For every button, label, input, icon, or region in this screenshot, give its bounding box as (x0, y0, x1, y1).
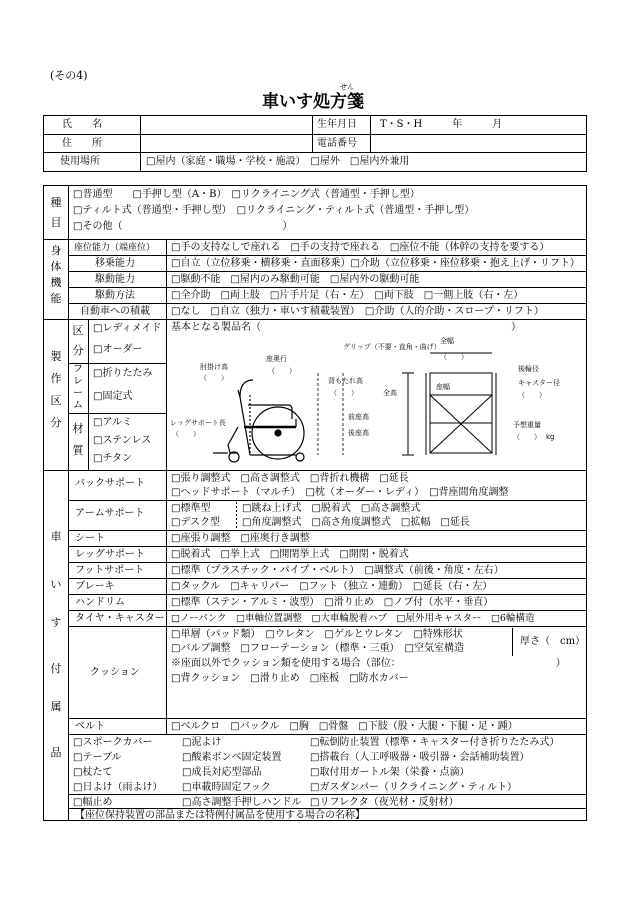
diagram-leg-paren: （ ） (172, 430, 200, 438)
misc-1-2[interactable]: □泥よけ (182, 737, 222, 748)
misc-3-1[interactable]: □杖たて (73, 767, 113, 778)
body-row-3-value[interactable]: □駆動不能 □屋内のみ駆動可能 □屋内外の駆動可能 (171, 274, 420, 285)
cushion-label: クッション (90, 667, 140, 678)
frame-option-fixed[interactable]: □固定式 (93, 391, 133, 402)
leg-support-value[interactable]: □脱着式 □挙上式 □開閉挙上式 □開閉・脱着式 (171, 549, 409, 560)
kubun-label-1: 区 (72, 324, 84, 337)
tire-value[interactable]: □ノーパンク □車軸位置調整 □大車輪脱着ハブ □屋外用キャスター □6輪構造 (171, 613, 535, 624)
diagram-leg: レッグサポート長 (170, 419, 226, 427)
arm-support-desk[interactable]: □デスク型 (171, 517, 221, 528)
diagram-back: 背もたれ高 (328, 377, 363, 385)
misc-4-1[interactable]: □日よけ（雨よけ） (73, 782, 163, 793)
frame-type-label-1: フ (73, 364, 83, 375)
frame-label-4: 分 (50, 416, 62, 429)
material-label-1: 材 (72, 422, 84, 435)
body-row-2-value[interactable]: □自立（立位移乗・横移乗・直面移乗）□介助（立位移乗・座位移乗・抱え上げ・リフト） (171, 258, 580, 269)
parts-label-6: 品 (50, 746, 62, 759)
tire-label: タイヤ・キャスター (75, 613, 165, 624)
misc-4-2[interactable]: □車載時固定フック (182, 782, 271, 793)
brake-value[interactable]: □タックル □キャリパー □フット（独立・連動） □延長（右・左） (171, 581, 493, 592)
diagram-back-paren: （ ） (330, 389, 358, 397)
seat-value[interactable]: □座張り調整 □座奥行き調整 (171, 533, 310, 544)
wheelchair-diagram (168, 335, 584, 468)
misc-2-3[interactable]: □搭載台（人工呼吸器・吸引器・会話補助装置） (310, 752, 530, 763)
frame-type-label-3: ー (73, 388, 83, 399)
misc-1-3[interactable]: □転倒防止装置（標準・キャスター付き折りたたみ式） (310, 737, 560, 748)
type-row-2[interactable]: □ティルト式（普通型・手押し型） □リクライニング・ティルト式（普通型・手押し型） (73, 205, 475, 216)
body-row-5-value[interactable]: □なし □自立（独力・車いす積載装置） □介助（人的介助・スロープ・リフト） (171, 306, 544, 317)
frame-label-3: 区 (50, 394, 62, 407)
frame-type-label-4: ム (73, 400, 83, 411)
belt-value[interactable]: □ベルクロ □バックル □胸 □骨盤 □下肢（股・大腿・下腿・足・踵） (171, 721, 518, 732)
diagram-front-seat: 前座高 (348, 413, 369, 421)
body-row-4-label: 駆動方法 (95, 290, 135, 301)
cushion-line-4[interactable]: □背クッション □滑り止め □座板 □防水カバー (171, 673, 409, 684)
kubun-option-ready[interactable]: □レディメイド (93, 323, 162, 334)
body-row-4-value[interactable]: □全介助 □両上肢 □片手片足（右・左） □両下肢 □一側上肢（右・左） (171, 290, 524, 301)
diagram-rear-seat: 後座高 (348, 429, 369, 437)
special-parts-note[interactable]: 【座位保持装置の部品または特例付属品を使用する場合の名称】 (75, 810, 365, 821)
base-product[interactable]: 基本となる製品名（ ） (171, 322, 521, 333)
diagram-width: 全幅 (440, 337, 454, 345)
misc-5-1[interactable]: □幅止め (73, 797, 113, 808)
frame-option-folding[interactable]: □折りたたみ (93, 368, 153, 379)
cushion-line-3[interactable]: ※座面以外でクッション類を使用する場合（部位： ） (171, 658, 566, 669)
frame-label-1: 製 (50, 350, 62, 363)
diagram-caster: キャスター径 (518, 379, 560, 387)
body-label-4: 能 (50, 292, 62, 305)
type-row-3[interactable]: □その他（ ） (73, 221, 293, 232)
hand-rim-value[interactable]: □標準（ステン・アルミ・波型） □滑り止め □ノブ付（水平・垂直） (171, 597, 494, 608)
diagram-width-paren: （ ） (440, 353, 468, 361)
misc-4-3[interactable]: □ガスダンパー（リクライニング・ティルト） (310, 782, 517, 793)
body-label-3: 機 (50, 276, 62, 289)
diagram-height: 全高 (383, 389, 397, 397)
diagram-push-handle (238, 390, 250, 455)
cushion-line-1[interactable]: □単層（パッド類） □ウレタン □ゲルとウレタン □特殊形状 (171, 629, 463, 640)
title-ruby: せん (340, 83, 354, 91)
body-row-5-label: 自動車への積載 (80, 306, 150, 317)
diagram-weight-paren: （ ） (513, 433, 541, 441)
body-row-1-value[interactable]: □手の支持なしで座れる □手の支持で座れる □座位不能（体幹の支持を要する） (171, 242, 550, 253)
page-title: 車いす処方箋 (262, 92, 364, 112)
parts-label-2: い (50, 578, 62, 591)
parts-label-4: 付 (50, 662, 62, 675)
material-option-titanium[interactable]: □チタン (93, 453, 132, 464)
back-support-line-2[interactable]: □ヘッドサポート（マルチ） □枕（オーダー・レディ） □背座間角度調整 (171, 487, 509, 498)
cushion-thickness[interactable]: 厚さ（ cm） (520, 636, 586, 647)
misc-2-2[interactable]: □酸素ボンベ固定装置 (182, 752, 282, 763)
hand-rim-label: ハンドリム (75, 597, 125, 608)
diagram-kg: kg (546, 433, 555, 441)
cushion-line-2[interactable]: □バルブ調整 □フローテーション（標準・三重） □空気室構造 (171, 643, 464, 654)
body-label-1: 身 (50, 244, 62, 257)
back-support-line-1[interactable]: □張り調整式 □高さ調整式 □背折れ機構 □延長 (171, 473, 409, 484)
foot-support-label: フットサポート (75, 565, 145, 576)
place-label: 使用場所 (60, 156, 100, 167)
leg-support-label: レッグサポート (75, 549, 145, 560)
body-row-1-label: 座位能力（端座位） (74, 243, 156, 253)
dob-label: 生年月日 (317, 119, 357, 130)
parts-label-5: 属 (50, 700, 62, 713)
type-label-2: 目 (50, 216, 62, 229)
diagram-seat-depth: 座奥行 (266, 355, 287, 363)
name-field[interactable] (145, 118, 305, 132)
address-field[interactable] (145, 137, 305, 151)
arm-support-standard[interactable]: □標準型 (171, 503, 211, 514)
dob-value[interactable]: T・S・H 年 月 (380, 119, 503, 130)
diagram-weight: 予想重量 (513, 421, 541, 429)
arm-support-line-2[interactable]: □角度調整式 □高さ角度調整式 □拡幅 □延長 (242, 517, 470, 528)
misc-3-3[interactable]: □取付用ガートル架（栄養・点滴） (310, 767, 470, 778)
material-label-2: 質 (72, 444, 84, 457)
body-row-3-label: 駆動能力 (95, 274, 135, 285)
diagram-camber: 後輪径 (518, 365, 539, 373)
name-label: 氏 名 (62, 119, 102, 130)
misc-1-1[interactable]: □スポークカバー (73, 737, 153, 748)
frame-label-2: 作 (50, 372, 62, 385)
material-option-aluminum[interactable]: □アルミ (93, 417, 133, 428)
misc-3-2[interactable]: □成長対応型部品 (182, 767, 262, 778)
diagram-armrest: 肘掛け高 (200, 363, 228, 371)
arm-support-label: アームサポート (75, 508, 145, 519)
misc-5-2[interactable]: □高さ調整手押しハンドル (182, 797, 302, 808)
body-label-2: 体 (50, 260, 62, 273)
parts-label-1: 車 (50, 530, 62, 543)
kubun-label-2: 分 (72, 344, 84, 357)
diagram-seat-depth-paren: （ ） (268, 367, 296, 375)
misc-5-3[interactable]: □リフレクタ（夜光材・反射材） (310, 797, 459, 808)
diagram-seat-width: 座幅 (436, 383, 450, 391)
seat-label: シート (75, 533, 105, 544)
parts-label-3: す (50, 616, 62, 629)
foot-support-value[interactable]: □標準（プラスチック・パイプ・ベルト） □調整式（前後・角度・左右） (171, 565, 504, 576)
body-row-2-label: 移乗能力 (95, 258, 135, 269)
address-label: 住 所 (62, 138, 102, 149)
frame-type-label-2: レ (73, 376, 83, 387)
misc-2-1[interactable]: □テーブル (73, 752, 122, 763)
phone-label: 電話番号 (317, 138, 357, 149)
back-support-label: バックサポート (75, 478, 145, 489)
type-label-1: 種 (50, 196, 62, 209)
diagram-grip: グリップ（不要・直角・曲げ） (343, 343, 441, 351)
diagram-caster-paren: （ ） (518, 391, 546, 399)
type-row-1[interactable]: □普通型 □手押し型（A・B） □リクライニング式（普通型・手押し型） (73, 189, 420, 200)
belt-label: ベルト (75, 721, 105, 732)
arm-support-line-1[interactable]: □跳ね上げ式 □脱着式 □高さ調整式 (242, 503, 421, 514)
place-options[interactable]: □屋内（家庭・職場・学校・施設） □屋外 □屋内外兼用 (146, 156, 410, 167)
page-number: (その4) (50, 69, 88, 82)
material-option-stainless[interactable]: □ステンレス (93, 435, 152, 446)
diagram-armrest-paren: （ ） (200, 374, 228, 382)
kubun-option-order[interactable]: □オーダー (93, 344, 143, 355)
phone-field[interactable] (378, 137, 578, 151)
brake-label: ブレーキ (75, 581, 115, 592)
